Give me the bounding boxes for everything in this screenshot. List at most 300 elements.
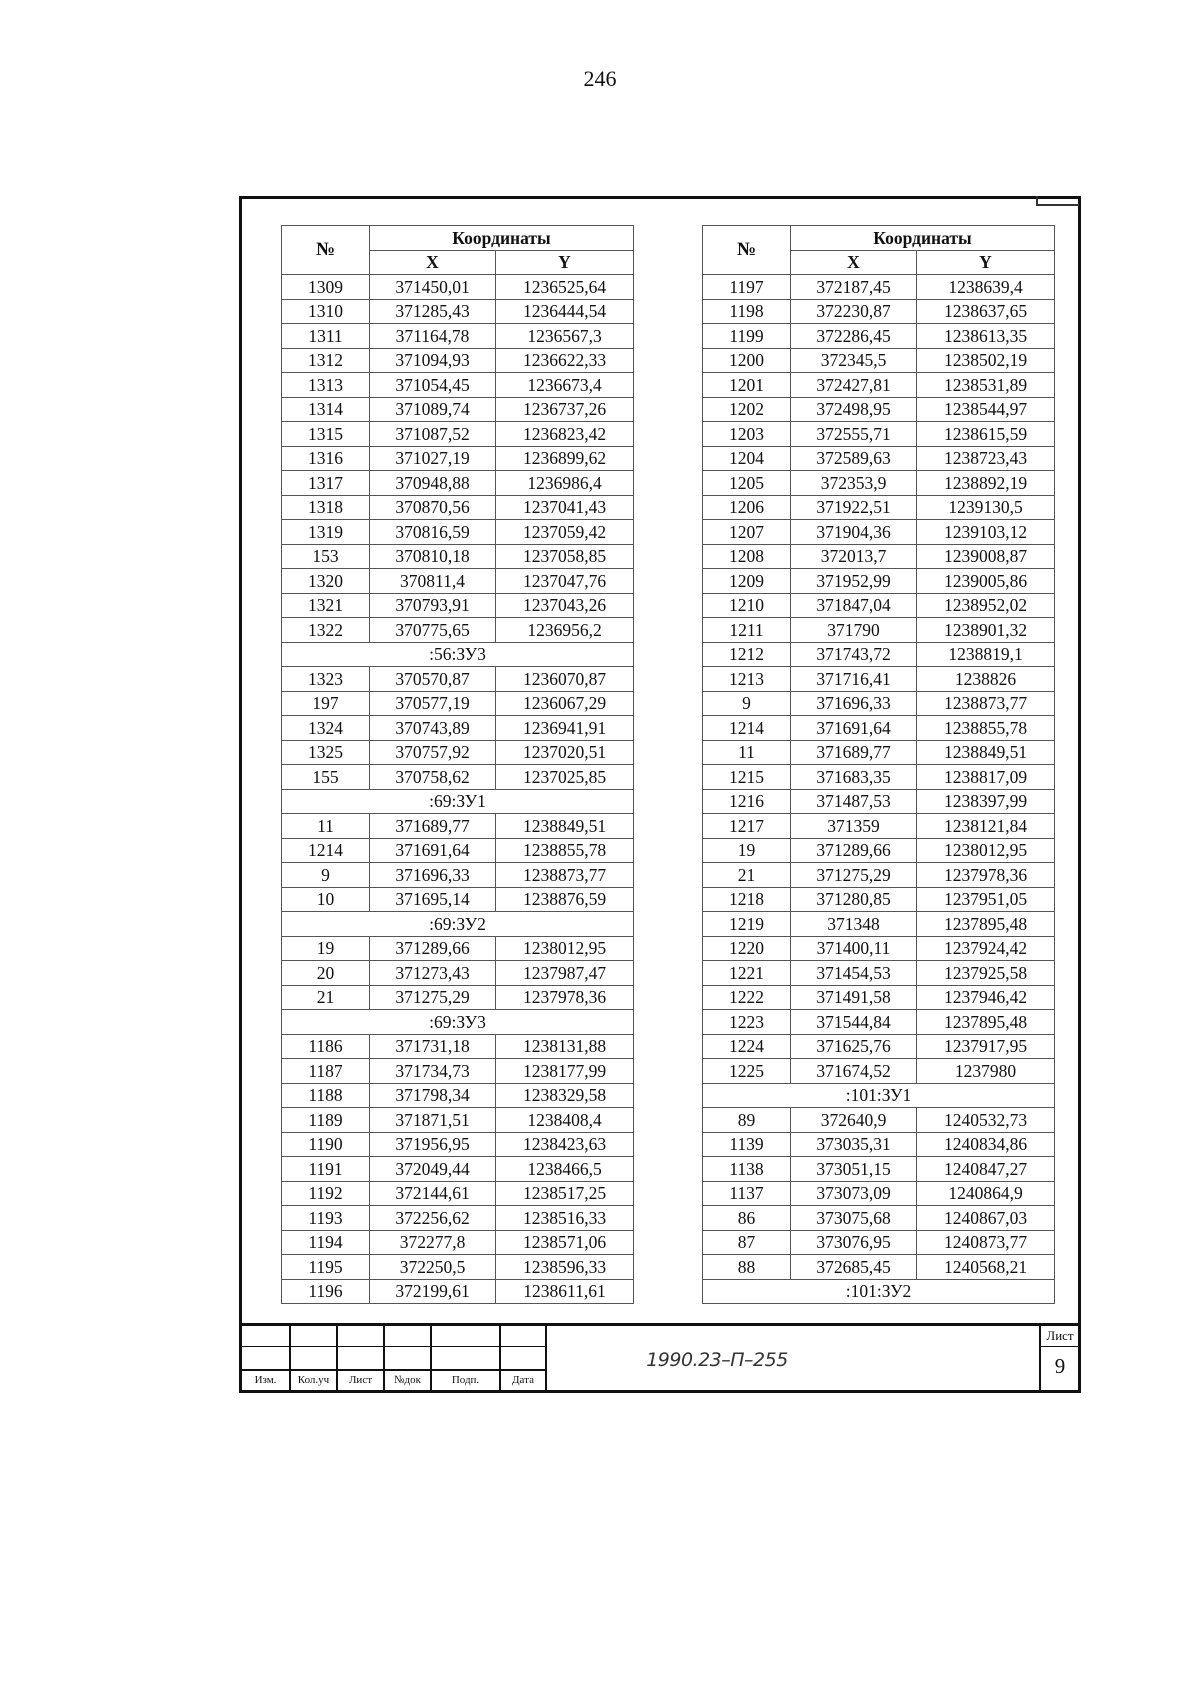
y-coordinate-cell: 1238596,33 — [496, 1255, 634, 1280]
x-coordinate-cell: 371691,64 — [791, 716, 917, 741]
x-coordinate-cell: 373076,95 — [791, 1230, 917, 1255]
x-coordinate-cell: 371695,14 — [370, 887, 496, 912]
point-number-cell: 1206 — [703, 495, 791, 520]
table-body-left — [282, 275, 634, 1304]
y-coordinate-cell: 1238855,78 — [917, 716, 1055, 741]
point-number-cell: 1214 — [703, 716, 791, 741]
point-number-cell: 1319 — [282, 520, 370, 545]
y-coordinate-cell: 1238873,77 — [917, 691, 1055, 716]
point-number-cell: 1199 — [703, 324, 791, 349]
label-count: Кол.уч — [297, 1374, 330, 1386]
x-coordinate-cell: 371544,84 — [791, 1010, 917, 1035]
x-coordinate-cell: 372589,63 — [791, 446, 917, 471]
point-number-cell: 19 — [703, 838, 791, 863]
x-coordinate-cell: 373075,68 — [791, 1206, 917, 1231]
y-coordinate-cell: 1237980 — [917, 1059, 1055, 1084]
x-coordinate-cell: 373051,15 — [791, 1157, 917, 1182]
table-row — [282, 838, 634, 863]
point-number-cell: 1220 — [703, 936, 791, 961]
x-coordinate-cell: 370948,88 — [370, 471, 496, 496]
x-coordinate-cell: 372230,87 — [791, 299, 917, 324]
x-coordinate-cell: 371089,74 — [370, 397, 496, 422]
y-coordinate-cell: 1240834,86 — [917, 1132, 1055, 1157]
x-coordinate-cell: 371454,53 — [791, 961, 917, 986]
x-coordinate-cell: 371359 — [791, 814, 917, 839]
table-row — [282, 716, 634, 741]
point-number-cell: 1312 — [282, 348, 370, 373]
x-coordinate-cell: 372345,5 — [791, 348, 917, 373]
y-coordinate-cell: 1240873,77 — [917, 1230, 1055, 1255]
y-coordinate-cell: 1238012,95 — [496, 936, 634, 961]
table-row — [282, 422, 634, 447]
y-coordinate-cell: 1240532,73 — [917, 1108, 1055, 1133]
x-coordinate-cell: 373073,09 — [791, 1181, 917, 1206]
x-coordinate-cell: 371790 — [791, 618, 917, 643]
point-number-cell: 1210 — [703, 593, 791, 618]
x-coordinate-cell: 371348 — [791, 912, 917, 937]
x-coordinate-cell: 371689,77 — [791, 740, 917, 765]
x-coordinate-cell: 371164,78 — [370, 324, 496, 349]
y-coordinate-cell: 1238131,88 — [496, 1034, 634, 1059]
y-coordinate-cell: 1238873,77 — [496, 863, 634, 888]
table-row — [703, 569, 1055, 594]
x-coordinate-cell: 372199,61 — [370, 1279, 496, 1304]
table-row — [703, 887, 1055, 912]
y-coordinate-cell: 1238012,95 — [917, 838, 1055, 863]
point-number-cell: 1222 — [703, 985, 791, 1010]
point-number-cell: 1219 — [703, 912, 791, 937]
point-number-cell: 1190 — [282, 1132, 370, 1157]
table-row — [703, 299, 1055, 324]
x-coordinate-cell: 370758,62 — [370, 765, 496, 790]
table-row — [703, 912, 1055, 937]
x-coordinate-cell: 371743,72 — [791, 642, 917, 667]
y-coordinate-cell: 1238849,51 — [917, 740, 1055, 765]
table-row — [282, 299, 634, 324]
x-coordinate-cell: 372049,44 — [370, 1157, 496, 1182]
y-coordinate-cell: 1240867,03 — [917, 1206, 1055, 1231]
header-x: X — [370, 250, 496, 275]
point-number-cell: 1209 — [703, 569, 791, 594]
point-number-cell: 1221 — [703, 961, 791, 986]
title-block-rule — [242, 1346, 547, 1347]
table-row — [282, 618, 634, 643]
x-coordinate-cell: 371289,66 — [791, 838, 917, 863]
table-row — [282, 1059, 634, 1084]
table-row — [282, 569, 634, 594]
y-coordinate-cell: 1236956,2 — [496, 618, 634, 643]
y-coordinate-cell: 1239103,12 — [917, 520, 1055, 545]
section-row — [282, 642, 634, 667]
x-coordinate-cell: 371922,51 — [791, 495, 917, 520]
table-row — [703, 838, 1055, 863]
x-coordinate-cell: 372144,61 — [370, 1181, 496, 1206]
table-row — [703, 593, 1055, 618]
point-number-cell: 155 — [282, 765, 370, 790]
table-row — [703, 446, 1055, 471]
y-coordinate-cell: 1239008,87 — [917, 544, 1055, 569]
x-coordinate-cell: 370743,89 — [370, 716, 496, 741]
point-number-cell: 1211 — [703, 618, 791, 643]
y-coordinate-cell: 1238855,78 — [496, 838, 634, 863]
x-coordinate-cell: 371731,18 — [370, 1034, 496, 1059]
x-coordinate-cell: 371625,76 — [791, 1034, 917, 1059]
point-number-cell: 1224 — [703, 1034, 791, 1059]
point-number-cell: 1310 — [282, 299, 370, 324]
point-number-cell: 1318 — [282, 495, 370, 520]
header-x: X — [791, 250, 917, 275]
x-coordinate-cell: 371683,35 — [791, 765, 917, 790]
x-coordinate-cell: 371904,36 — [791, 520, 917, 545]
section-label: :69:ЗУ2 — [282, 912, 634, 937]
sheet-label: Лист — [1046, 1328, 1074, 1343]
y-coordinate-cell: 1238571,06 — [496, 1230, 634, 1255]
point-number-cell: 1204 — [703, 446, 791, 471]
y-coordinate-cell: 1237951,05 — [917, 887, 1055, 912]
table-row — [703, 373, 1055, 398]
y-coordinate-cell: 1238121,84 — [917, 814, 1055, 839]
table-body-right — [703, 275, 1055, 1304]
table-row — [703, 618, 1055, 643]
x-coordinate-cell: 371491,58 — [791, 985, 917, 1010]
coordinates-table-right — [702, 225, 1055, 1304]
x-coordinate-cell: 372427,81 — [791, 373, 917, 398]
x-coordinate-cell: 370870,56 — [370, 495, 496, 520]
point-number-cell: 87 — [703, 1230, 791, 1255]
table-row — [282, 887, 634, 912]
table-row — [282, 765, 634, 790]
x-coordinate-cell: 372250,5 — [370, 1255, 496, 1280]
y-coordinate-cell: 1238329,58 — [496, 1083, 634, 1108]
x-coordinate-cell: 371689,77 — [370, 814, 496, 839]
y-coordinate-cell: 1238723,43 — [917, 446, 1055, 471]
sheet-number: 9 — [1054, 1354, 1066, 1378]
section-label: :69:ЗУ3 — [282, 1010, 634, 1035]
page-number: 246 — [583, 66, 617, 91]
point-number-cell: 1193 — [282, 1206, 370, 1231]
point-number-cell: 11 — [703, 740, 791, 765]
label-change: Изм. — [254, 1374, 277, 1386]
point-number-cell: 1315 — [282, 422, 370, 447]
point-number-cell: 1191 — [282, 1157, 370, 1182]
table-row — [282, 348, 634, 373]
table-row — [703, 1230, 1055, 1255]
label-signature: Подп. — [451, 1374, 480, 1386]
x-coordinate-cell: 371273,43 — [370, 961, 496, 986]
x-coordinate-cell: 371716,41 — [791, 667, 917, 692]
x-coordinate-cell: 371054,45 — [370, 373, 496, 398]
x-coordinate-cell: 371691,64 — [370, 838, 496, 863]
x-coordinate-cell: 371087,52 — [370, 422, 496, 447]
y-coordinate-cell: 1237041,43 — [496, 495, 634, 520]
y-coordinate-cell: 1238177,99 — [496, 1059, 634, 1084]
y-coordinate-cell: 1237925,58 — [917, 961, 1055, 986]
y-coordinate-cell: 1236525,64 — [496, 275, 634, 300]
y-coordinate-cell: 1237987,47 — [496, 961, 634, 986]
table-row — [282, 667, 634, 692]
y-coordinate-cell: 1238615,59 — [917, 422, 1055, 447]
y-coordinate-cell: 1238817,09 — [917, 765, 1055, 790]
y-coordinate-cell: 1238408,4 — [496, 1108, 634, 1133]
y-coordinate-cell: 1237047,76 — [496, 569, 634, 594]
y-coordinate-cell: 1237946,42 — [917, 985, 1055, 1010]
y-coordinate-cell: 1238826 — [917, 667, 1055, 692]
table-row — [703, 691, 1055, 716]
point-number-cell: 21 — [703, 863, 791, 888]
point-number-cell: 1214 — [282, 838, 370, 863]
x-coordinate-cell: 372498,95 — [791, 397, 917, 422]
y-coordinate-cell: 1237917,95 — [917, 1034, 1055, 1059]
x-coordinate-cell: 371487,53 — [791, 789, 917, 814]
table-row — [703, 1010, 1055, 1035]
y-coordinate-cell: 1239005,86 — [917, 569, 1055, 594]
table-row — [703, 348, 1055, 373]
x-coordinate-cell: 372286,45 — [791, 324, 917, 349]
y-coordinate-cell: 1237043,26 — [496, 593, 634, 618]
table-row — [703, 422, 1055, 447]
table-row — [282, 1108, 634, 1133]
table-row — [703, 740, 1055, 765]
header-coordinates: Координаты — [791, 226, 1055, 251]
y-coordinate-cell: 1237978,36 — [496, 985, 634, 1010]
point-number-cell: 1205 — [703, 471, 791, 496]
y-coordinate-cell: 1238423,63 — [496, 1132, 634, 1157]
y-coordinate-cell: 1240568,21 — [917, 1255, 1055, 1280]
header-y: Y — [496, 250, 634, 275]
x-coordinate-cell: 371734,73 — [370, 1059, 496, 1084]
table-row — [703, 275, 1055, 300]
table-row — [703, 642, 1055, 667]
x-coordinate-cell: 371450,01 — [370, 275, 496, 300]
point-number-cell: 1207 — [703, 520, 791, 545]
y-coordinate-cell: 1237059,42 — [496, 520, 634, 545]
point-number-cell: 20 — [282, 961, 370, 986]
table-row — [703, 789, 1055, 814]
y-coordinate-cell: 1238819,1 — [917, 642, 1055, 667]
point-number-cell: 1198 — [703, 299, 791, 324]
title-block-rule — [1039, 1346, 1078, 1347]
x-coordinate-cell: 372277,8 — [370, 1230, 496, 1255]
table-row — [282, 936, 634, 961]
point-number-cell: 1313 — [282, 373, 370, 398]
table-row — [703, 1059, 1055, 1084]
point-number-cell: 1186 — [282, 1034, 370, 1059]
x-coordinate-cell: 371094,93 — [370, 348, 496, 373]
section-row — [282, 912, 634, 937]
table-row — [703, 961, 1055, 986]
section-row — [703, 1083, 1055, 1108]
point-number-cell: 21 — [282, 985, 370, 1010]
table-row — [282, 373, 634, 398]
table-row — [282, 1255, 634, 1280]
x-coordinate-cell: 373035,31 — [791, 1132, 917, 1157]
header-coordinates: Координаты — [370, 226, 634, 251]
y-coordinate-cell: 1236070,87 — [496, 667, 634, 692]
table-row — [282, 814, 634, 839]
point-number-cell: 1218 — [703, 887, 791, 912]
point-number-cell: 1223 — [703, 1010, 791, 1035]
x-coordinate-cell: 371871,51 — [370, 1108, 496, 1133]
y-coordinate-cell: 1236444,54 — [496, 299, 634, 324]
x-coordinate-cell: 372640,9 — [791, 1108, 917, 1133]
table-row — [703, 1108, 1055, 1133]
y-coordinate-cell: 1238397,99 — [917, 789, 1055, 814]
x-coordinate-cell: 371847,04 — [791, 593, 917, 618]
point-number-cell: 19 — [282, 936, 370, 961]
point-number-cell: 1192 — [282, 1181, 370, 1206]
point-number-cell: 1311 — [282, 324, 370, 349]
x-coordinate-cell: 371400,11 — [791, 936, 917, 961]
point-number-cell: 1317 — [282, 471, 370, 496]
y-coordinate-cell: 1236567,3 — [496, 324, 634, 349]
table-row — [703, 985, 1055, 1010]
section-label: :56:ЗУ3 — [282, 642, 634, 667]
x-coordinate-cell: 372013,7 — [791, 544, 917, 569]
y-coordinate-cell: 1238876,59 — [496, 887, 634, 912]
y-coordinate-cell: 1236941,91 — [496, 716, 634, 741]
x-coordinate-cell: 371275,29 — [791, 863, 917, 888]
table-row — [282, 1083, 634, 1108]
x-coordinate-cell: 370793,91 — [370, 593, 496, 618]
y-coordinate-cell: 1238952,02 — [917, 593, 1055, 618]
y-coordinate-cell: 1239130,5 — [917, 495, 1055, 520]
x-coordinate-cell: 371289,66 — [370, 936, 496, 961]
table-row — [282, 1034, 634, 1059]
point-number-cell: 1188 — [282, 1083, 370, 1108]
table-row — [282, 544, 634, 569]
point-number-cell: 1139 — [703, 1132, 791, 1157]
x-coordinate-cell: 372256,62 — [370, 1206, 496, 1231]
y-coordinate-cell: 1238516,33 — [496, 1206, 634, 1231]
point-number-cell: 1215 — [703, 765, 791, 790]
table-row — [282, 520, 634, 545]
x-coordinate-cell: 371798,34 — [370, 1083, 496, 1108]
table-row — [703, 814, 1055, 839]
y-coordinate-cell: 1237895,48 — [917, 912, 1055, 937]
point-number-cell: 11 — [282, 814, 370, 839]
point-number-cell: 1200 — [703, 348, 791, 373]
point-number-cell: 9 — [282, 863, 370, 888]
y-coordinate-cell: 1236673,4 — [496, 373, 634, 398]
table-row — [282, 1132, 634, 1157]
table-row — [282, 495, 634, 520]
y-coordinate-cell: 1237895,48 — [917, 1010, 1055, 1035]
point-number-cell: 1320 — [282, 569, 370, 594]
x-coordinate-cell: 372685,45 — [791, 1255, 917, 1280]
table-row — [282, 1230, 634, 1255]
point-number-cell: 1321 — [282, 593, 370, 618]
header-y: Y — [917, 250, 1055, 275]
point-number-cell: 1213 — [703, 667, 791, 692]
section-row — [282, 789, 634, 814]
header-number: № — [282, 226, 370, 275]
point-number-cell: 89 — [703, 1108, 791, 1133]
frame-corner-mark — [1036, 196, 1079, 206]
table-row — [282, 961, 634, 986]
x-coordinate-cell: 370810,18 — [370, 544, 496, 569]
y-coordinate-cell: 1238901,32 — [917, 618, 1055, 643]
table-row — [703, 1034, 1055, 1059]
point-number-cell: 1217 — [703, 814, 791, 839]
point-number-cell: 1322 — [282, 618, 370, 643]
table-row — [282, 1206, 634, 1231]
table-row — [282, 1181, 634, 1206]
x-coordinate-cell: 371956,95 — [370, 1132, 496, 1157]
table-row — [703, 397, 1055, 422]
point-number-cell: 1203 — [703, 422, 791, 447]
point-number-cell: 1187 — [282, 1059, 370, 1084]
table-row — [703, 1206, 1055, 1231]
point-number-cell: 1202 — [703, 397, 791, 422]
x-coordinate-cell: 372555,71 — [791, 422, 917, 447]
x-coordinate-cell: 370816,59 — [370, 520, 496, 545]
point-number-cell: 1225 — [703, 1059, 791, 1084]
point-number-cell: 1194 — [282, 1230, 370, 1255]
table-row — [703, 716, 1055, 741]
table-row — [703, 667, 1055, 692]
point-number-cell: 1195 — [282, 1255, 370, 1280]
table-row — [703, 520, 1055, 545]
table-row — [282, 446, 634, 471]
y-coordinate-cell: 1236067,29 — [496, 691, 634, 716]
y-coordinate-cell: 1238502,19 — [917, 348, 1055, 373]
point-number-cell: 1325 — [282, 740, 370, 765]
y-coordinate-cell: 1238611,61 — [496, 1279, 634, 1304]
section-row — [282, 1010, 634, 1035]
point-number-cell: 1189 — [282, 1108, 370, 1133]
y-coordinate-cell: 1237978,36 — [917, 863, 1055, 888]
coordinates-table-left — [281, 225, 634, 1304]
point-number-cell: 1216 — [703, 789, 791, 814]
table-row — [703, 324, 1055, 349]
x-coordinate-cell: 371696,33 — [370, 863, 496, 888]
table-row — [703, 1255, 1055, 1280]
section-label: :69:ЗУ1 — [282, 789, 634, 814]
title-block — [239, 1323, 1081, 1393]
table-row — [282, 740, 634, 765]
table-row — [703, 1132, 1055, 1157]
table-row — [282, 985, 634, 1010]
table-row — [703, 936, 1055, 961]
point-number-cell: 1201 — [703, 373, 791, 398]
point-number-cell: 1309 — [282, 275, 370, 300]
y-coordinate-cell: 1238639,4 — [917, 275, 1055, 300]
table-row — [282, 471, 634, 496]
section-label: :101:ЗУ1 — [703, 1083, 1055, 1108]
table-row — [703, 495, 1055, 520]
y-coordinate-cell: 1238892,19 — [917, 471, 1055, 496]
point-number-cell: 1208 — [703, 544, 791, 569]
section-label: :101:ЗУ2 — [703, 1279, 1055, 1304]
section-row — [703, 1279, 1055, 1304]
y-coordinate-cell: 1236823,42 — [496, 422, 634, 447]
point-number-cell: 1324 — [282, 716, 370, 741]
y-coordinate-cell: 1238531,89 — [917, 373, 1055, 398]
y-coordinate-cell: 1238849,51 — [496, 814, 634, 839]
table-row — [282, 397, 634, 422]
table-row — [282, 1157, 634, 1182]
table-row — [703, 471, 1055, 496]
point-number-cell: 153 — [282, 544, 370, 569]
point-number-cell: 1196 — [282, 1279, 370, 1304]
table-row — [282, 275, 634, 300]
x-coordinate-cell: 371952,99 — [791, 569, 917, 594]
table-row — [703, 765, 1055, 790]
y-coordinate-cell: 1240864,9 — [917, 1181, 1055, 1206]
x-coordinate-cell: 370570,87 — [370, 667, 496, 692]
y-coordinate-cell: 1237058,85 — [496, 544, 634, 569]
x-coordinate-cell: 371280,85 — [791, 887, 917, 912]
